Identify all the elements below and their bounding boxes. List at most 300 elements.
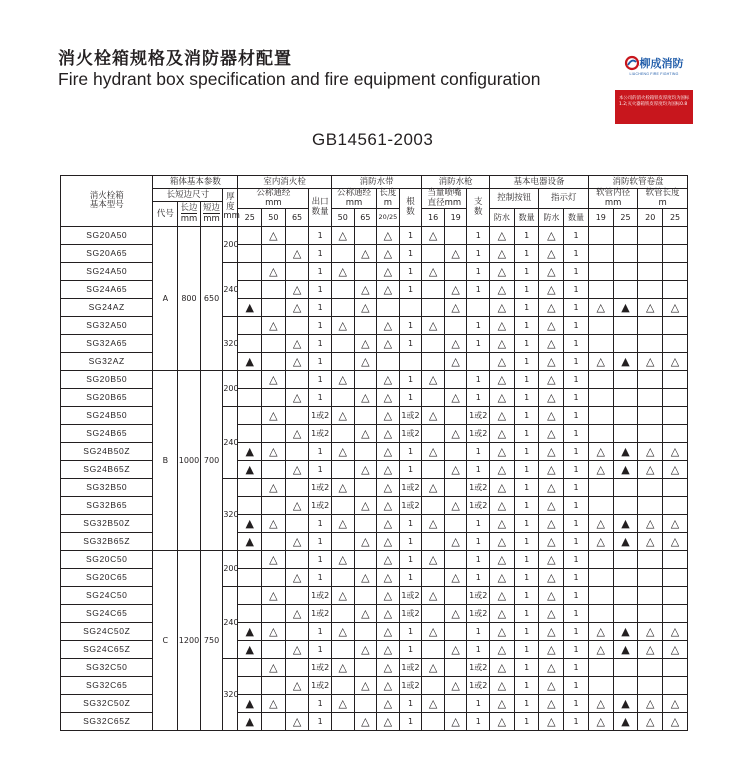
value-cell: 1 — [467, 227, 490, 245]
hose-dn65-header: 65 — [354, 209, 377, 227]
value-cell — [354, 587, 377, 605]
value-cell: 1 — [564, 659, 589, 677]
value-cell — [588, 227, 613, 245]
nozzle-dia-header — [422, 189, 467, 209]
open-triangle-icon: △ — [444, 533, 467, 551]
open-triangle-icon: △ — [539, 443, 564, 461]
value-cell — [663, 569, 688, 587]
section-short-cell: 750 — [200, 551, 223, 731]
outlet-header — [309, 189, 332, 227]
thickness-header — [223, 189, 238, 227]
open-triangle-icon: △ — [377, 371, 400, 389]
value-cell: 1 — [564, 461, 589, 479]
value-cell — [422, 335, 445, 353]
open-triangle-icon: △ — [539, 695, 564, 713]
open-triangle-icon: △ — [490, 227, 515, 245]
value-cell: 1或2 — [309, 425, 332, 443]
value-cell: 1 — [309, 713, 332, 731]
value-cell: 1或2 — [467, 425, 490, 443]
value-cell — [399, 299, 422, 317]
branch-header — [467, 189, 490, 227]
value-cell — [285, 623, 309, 641]
value-cell — [663, 389, 688, 407]
open-triangle-icon: △ — [285, 425, 309, 443]
value-cell: 1或2 — [467, 587, 490, 605]
value-cell: 1 — [514, 479, 539, 497]
value-cell — [399, 353, 422, 371]
open-triangle-icon: △ — [444, 461, 467, 479]
outlet-header-b: 数量 — [311, 206, 329, 217]
open-triangle-icon: △ — [539, 605, 564, 623]
value-cell: 1 — [399, 713, 422, 731]
open-triangle-icon: △ — [539, 497, 564, 515]
value-cell: 1 — [514, 551, 539, 569]
value-cell — [422, 245, 445, 263]
value-cell — [588, 479, 613, 497]
value-cell: 1 — [467, 551, 490, 569]
open-triangle-icon: △ — [638, 515, 663, 533]
open-triangle-icon: △ — [539, 659, 564, 677]
open-triangle-icon: △ — [331, 623, 354, 641]
value-cell — [262, 245, 286, 263]
model-cell: SG24B50Z — [61, 443, 153, 461]
value-cell — [588, 497, 613, 515]
value-cell: 1 — [399, 281, 422, 299]
open-triangle-icon: △ — [331, 587, 354, 605]
value-cell: 1 — [564, 677, 589, 695]
model-cell: SG24A65 — [61, 281, 153, 299]
model-cell: SG32C50Z — [61, 695, 153, 713]
value-cell — [588, 371, 613, 389]
value-cell — [262, 281, 286, 299]
filled-triangle-icon: ▲ — [238, 461, 262, 479]
open-triangle-icon: △ — [638, 299, 663, 317]
open-triangle-icon: △ — [354, 569, 377, 587]
value-cell — [638, 551, 663, 569]
section-short-cell: 700 — [200, 371, 223, 551]
open-triangle-icon: △ — [444, 245, 467, 263]
value-cell — [638, 407, 663, 425]
model-header-l2: 基本型号 — [89, 200, 124, 210]
model-header-l1: 消火栓箱 — [89, 190, 124, 201]
value-cell — [638, 605, 663, 623]
open-triangle-icon: △ — [377, 713, 400, 731]
value-cell: 1 — [467, 713, 490, 731]
open-triangle-icon: △ — [638, 623, 663, 641]
value-cell — [663, 587, 688, 605]
open-triangle-icon: △ — [285, 281, 309, 299]
value-cell — [663, 245, 688, 263]
open-triangle-icon: △ — [490, 641, 515, 659]
open-triangle-icon: △ — [377, 623, 400, 641]
hose-len-header: 20/25 — [377, 209, 400, 227]
open-triangle-icon: △ — [588, 533, 613, 551]
value-cell: 1 — [309, 371, 332, 389]
open-triangle-icon: △ — [354, 299, 377, 317]
open-triangle-icon: △ — [262, 551, 286, 569]
open-triangle-icon: △ — [539, 461, 564, 479]
size-header: 长短边尺寸 — [153, 189, 223, 202]
open-triangle-icon: △ — [262, 317, 286, 335]
value-cell — [638, 245, 663, 263]
open-triangle-icon: △ — [331, 551, 354, 569]
open-triangle-icon: △ — [638, 533, 663, 551]
model-cell: SG32C65Z — [61, 713, 153, 731]
value-cell — [663, 677, 688, 695]
value-cell — [613, 281, 638, 299]
lamp-waterproof-header: 防水 — [539, 209, 564, 227]
value-cell — [638, 281, 663, 299]
value-cell: 1 — [309, 569, 332, 587]
open-triangle-icon: △ — [490, 461, 515, 479]
value-cell — [444, 623, 467, 641]
open-triangle-icon: △ — [377, 551, 400, 569]
nozzle-dia-label: 直径mm — [427, 197, 462, 208]
value-cell — [422, 281, 445, 299]
open-triangle-icon: △ — [354, 335, 377, 353]
value-cell: 1 — [564, 605, 589, 623]
open-triangle-icon: △ — [285, 389, 309, 407]
value-cell — [354, 695, 377, 713]
value-cell: 1 — [514, 299, 539, 317]
value-cell: 1或2 — [309, 497, 332, 515]
value-cell: 1 — [514, 245, 539, 263]
reel-length-header — [638, 189, 688, 209]
short-side-a: 短边 — [203, 202, 221, 213]
value-cell — [663, 263, 688, 281]
value-cell — [613, 659, 638, 677]
value-cell — [663, 425, 688, 443]
open-triangle-icon: △ — [285, 353, 309, 371]
long-side-a: 长边 — [180, 202, 198, 213]
open-triangle-icon: △ — [262, 695, 286, 713]
value-cell: 1 — [399, 245, 422, 263]
value-cell — [588, 263, 613, 281]
value-cell: 1 — [467, 623, 490, 641]
value-cell: 1 — [564, 695, 589, 713]
open-triangle-icon: △ — [422, 551, 445, 569]
value-cell — [285, 227, 309, 245]
open-triangle-icon: △ — [377, 515, 400, 533]
value-cell: 1 — [564, 245, 589, 263]
value-cell — [422, 677, 445, 695]
brand-tagline: LIUCHENG FIRE FIGHTING — [629, 71, 679, 76]
value-cell: 1或2 — [309, 479, 332, 497]
open-triangle-icon: △ — [422, 407, 445, 425]
value-cell: 1 — [309, 461, 332, 479]
open-triangle-icon: △ — [422, 623, 445, 641]
open-triangle-icon: △ — [663, 515, 688, 533]
value-cell — [238, 659, 262, 677]
value-cell — [467, 299, 490, 317]
value-cell — [422, 569, 445, 587]
table-row — [61, 371, 688, 389]
value-cell — [285, 659, 309, 677]
nozzle-eq-label: 当量喷嘴 — [427, 188, 462, 198]
open-triangle-icon: △ — [490, 281, 515, 299]
open-triangle-icon: △ — [285, 569, 309, 587]
button-header: 控制按钮 — [490, 189, 539, 209]
value-cell — [331, 605, 354, 623]
value-cell — [444, 407, 467, 425]
open-triangle-icon: △ — [638, 443, 663, 461]
value-cell — [638, 317, 663, 335]
value-cell — [262, 677, 286, 695]
open-triangle-icon: △ — [638, 713, 663, 731]
thickness-cell: 320 — [223, 659, 238, 731]
thickness-cell: 200 — [223, 551, 238, 587]
open-triangle-icon: △ — [588, 299, 613, 317]
value-cell — [588, 587, 613, 605]
open-triangle-icon: △ — [539, 281, 564, 299]
value-cell: 1 — [399, 443, 422, 461]
value-cell — [638, 335, 663, 353]
value-cell: 1 — [309, 353, 332, 371]
open-triangle-icon: △ — [354, 533, 377, 551]
table-body — [61, 227, 688, 731]
open-triangle-icon: △ — [354, 605, 377, 623]
open-triangle-icon: △ — [377, 227, 400, 245]
value-cell: 1 — [467, 569, 490, 587]
value-cell — [238, 389, 262, 407]
hose-dn50-header: 50 — [331, 209, 354, 227]
value-cell: 1 — [564, 407, 589, 425]
value-cell: 1 — [467, 335, 490, 353]
open-triangle-icon: △ — [663, 641, 688, 659]
value-cell — [613, 479, 638, 497]
value-cell — [663, 497, 688, 515]
open-triangle-icon: △ — [539, 515, 564, 533]
value-cell — [331, 389, 354, 407]
open-triangle-icon: △ — [588, 641, 613, 659]
value-cell: 1 — [514, 425, 539, 443]
open-triangle-icon: △ — [422, 479, 445, 497]
value-cell: 1 — [309, 317, 332, 335]
model-cell: SG32C65 — [61, 677, 153, 695]
filled-triangle-icon: ▲ — [613, 641, 638, 659]
reel-dia-header — [588, 189, 637, 209]
filled-triangle-icon: ▲ — [613, 623, 638, 641]
open-triangle-icon: △ — [354, 353, 377, 371]
model-cell: SG24C50Z — [61, 623, 153, 641]
open-triangle-icon: △ — [539, 677, 564, 695]
value-cell: 1 — [564, 335, 589, 353]
open-triangle-icon: △ — [354, 641, 377, 659]
value-cell: 1或2 — [467, 479, 490, 497]
value-cell — [422, 389, 445, 407]
open-triangle-icon: △ — [539, 317, 564, 335]
reel-dia-unit: mm — [604, 197, 622, 208]
value-cell — [238, 587, 262, 605]
value-cell — [613, 587, 638, 605]
value-cell: 1 — [467, 695, 490, 713]
button-qty-header: 数量 — [514, 209, 539, 227]
open-triangle-icon: △ — [490, 605, 515, 623]
roots-header-a: 根 — [406, 197, 415, 207]
value-cell — [238, 551, 262, 569]
long-side-b: mm — [180, 214, 198, 224]
value-cell — [331, 497, 354, 515]
lamp-qty-header: 数量 — [564, 209, 589, 227]
value-cell: 1 — [399, 515, 422, 533]
value-cell — [238, 263, 262, 281]
open-triangle-icon: △ — [588, 353, 613, 371]
open-triangle-icon: △ — [331, 227, 354, 245]
open-triangle-icon: △ — [285, 605, 309, 623]
value-cell: 1 — [399, 389, 422, 407]
value-cell — [354, 407, 377, 425]
open-triangle-icon: △ — [490, 263, 515, 281]
button-waterproof-header: 防水 — [490, 209, 515, 227]
filled-triangle-icon: ▲ — [238, 713, 262, 731]
value-cell — [262, 335, 286, 353]
value-cell: 1或2 — [399, 497, 422, 515]
value-cell — [262, 425, 286, 443]
model-cell: SG32B65 — [61, 497, 153, 515]
open-triangle-icon: △ — [539, 569, 564, 587]
reel-len25-header: 25 — [663, 209, 688, 227]
open-triangle-icon: △ — [444, 569, 467, 587]
indoor-hydrant-header: 室内消火栓 — [238, 176, 332, 189]
spec-table — [60, 175, 688, 731]
open-triangle-icon: △ — [490, 713, 515, 731]
value-cell — [638, 263, 663, 281]
nozzle-header: 消防水枪 — [422, 176, 490, 189]
value-cell — [354, 515, 377, 533]
value-cell — [422, 641, 445, 659]
value-cell: 1 — [309, 443, 332, 461]
value-cell — [238, 335, 262, 353]
value-cell: 1 — [514, 389, 539, 407]
open-triangle-icon: △ — [354, 461, 377, 479]
hose-dn-header — [331, 189, 376, 209]
open-triangle-icon: △ — [490, 317, 515, 335]
value-cell: 1 — [514, 371, 539, 389]
value-cell: 1 — [399, 623, 422, 641]
value-cell: 1 — [467, 533, 490, 551]
model-cell: SG24AZ — [61, 299, 153, 317]
open-triangle-icon: △ — [490, 245, 515, 263]
value-cell: 1 — [309, 623, 332, 641]
value-cell: 1 — [309, 227, 332, 245]
open-triangle-icon: △ — [354, 677, 377, 695]
electric-header: 基本电器设备 — [490, 176, 589, 189]
model-cell: SG32B50 — [61, 479, 153, 497]
model-cell: SG24B65Z — [61, 461, 153, 479]
value-cell — [262, 569, 286, 587]
open-triangle-icon: △ — [490, 299, 515, 317]
reel-dia25-header: 25 — [613, 209, 638, 227]
hose-length-unit: m — [383, 197, 393, 208]
value-cell — [588, 389, 613, 407]
value-cell: 1 — [467, 371, 490, 389]
value-cell: 1或2 — [399, 605, 422, 623]
hose-length-header — [377, 189, 400, 209]
filled-triangle-icon: ▲ — [613, 515, 638, 533]
indoor-dn-label: 公称通经 — [256, 188, 291, 198]
value-cell: 1 — [399, 317, 422, 335]
open-triangle-icon: △ — [490, 335, 515, 353]
value-cell — [331, 245, 354, 263]
value-cell — [422, 461, 445, 479]
open-triangle-icon: △ — [490, 407, 515, 425]
open-triangle-icon: △ — [422, 443, 445, 461]
open-triangle-icon: △ — [490, 353, 515, 371]
value-cell — [444, 695, 467, 713]
value-cell — [444, 515, 467, 533]
open-triangle-icon: △ — [422, 587, 445, 605]
open-triangle-icon: △ — [422, 227, 445, 245]
value-cell: 1 — [467, 317, 490, 335]
section-long-cell: 1200 — [178, 551, 201, 731]
value-cell: 1或2 — [399, 677, 422, 695]
value-cell — [331, 281, 354, 299]
open-triangle-icon: △ — [262, 479, 286, 497]
open-triangle-icon: △ — [422, 317, 445, 335]
value-cell: 1 — [514, 407, 539, 425]
roots-header-b: 数 — [406, 206, 415, 217]
value-cell — [613, 569, 638, 587]
value-cell: 1 — [309, 551, 332, 569]
open-triangle-icon: △ — [354, 425, 377, 443]
value-cell — [613, 551, 638, 569]
dn50-header: 50 — [262, 209, 286, 227]
value-cell — [285, 587, 309, 605]
value-cell — [238, 317, 262, 335]
open-triangle-icon: △ — [354, 497, 377, 515]
open-triangle-icon: △ — [444, 281, 467, 299]
value-cell: 1 — [514, 623, 539, 641]
value-cell — [262, 389, 286, 407]
open-triangle-icon: △ — [490, 569, 515, 587]
open-triangle-icon: △ — [490, 659, 515, 677]
value-cell: 1 — [564, 317, 589, 335]
open-triangle-icon: △ — [377, 695, 400, 713]
open-triangle-icon: △ — [638, 695, 663, 713]
model-cell: SG24C50 — [61, 587, 153, 605]
value-cell: 1 — [564, 515, 589, 533]
hose-dn-label: 公称通经 — [337, 188, 372, 198]
open-triangle-icon: △ — [331, 371, 354, 389]
value-cell — [422, 713, 445, 731]
open-triangle-icon: △ — [422, 695, 445, 713]
value-cell — [444, 443, 467, 461]
open-triangle-icon: △ — [285, 497, 309, 515]
open-triangle-icon: △ — [377, 587, 400, 605]
open-triangle-icon: △ — [588, 461, 613, 479]
value-cell: 1 — [467, 641, 490, 659]
value-cell: 1或2 — [309, 677, 332, 695]
value-cell — [613, 371, 638, 389]
value-cell — [467, 353, 490, 371]
dn65-header: 65 — [285, 209, 309, 227]
value-cell — [285, 695, 309, 713]
standard-code: GB14561-2003 — [312, 130, 434, 149]
value-cell — [588, 551, 613, 569]
value-cell: 1 — [467, 515, 490, 533]
model-cell: SG32B50Z — [61, 515, 153, 533]
model-cell: SG20C50 — [61, 551, 153, 569]
value-cell — [285, 551, 309, 569]
value-cell — [638, 659, 663, 677]
long-side-header — [178, 202, 201, 227]
value-cell: 1 — [467, 245, 490, 263]
value-cell — [613, 317, 638, 335]
hose-dn-unit: mm — [345, 197, 363, 208]
value-cell — [238, 497, 262, 515]
filled-triangle-icon: ▲ — [238, 299, 262, 317]
value-cell: 1或2 — [309, 605, 332, 623]
